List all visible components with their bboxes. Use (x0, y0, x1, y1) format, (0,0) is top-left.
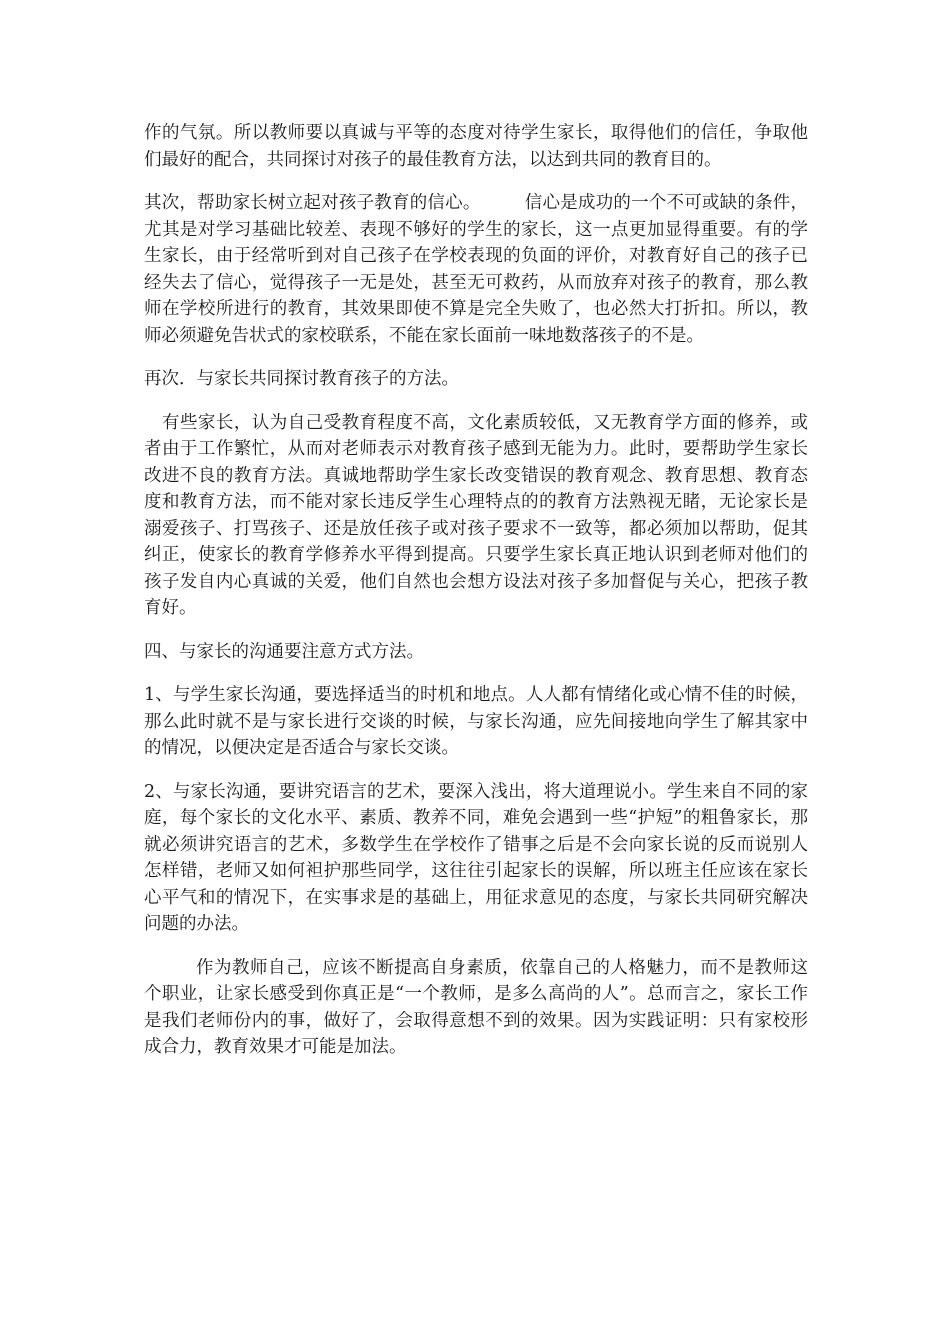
paragraph-conclusion: 作为教师自己，应该不断提高自身素质，依靠自己的人格魅力，而不是教师这个职业，让家长感受到你真正是“一个教师，是多么高尚的人”。总而言之，家长工作是我们老师份内的事，做好了，会取得意想不到的效果。因为实践证明：只有家校形成合力，教育效果才可能是加法。 (144, 957, 808, 1057)
section-heading-four: 四、与家长的沟通要注意方式方法。 (144, 641, 424, 662)
paragraph-third-point-body: 有些家长，认为自己受教育程度不高，文化素质较低，又无教育学方面的修养，或者由于工作繁忙，从而对老师表示对教育孩子感到无能为力。此时，要帮助学生家长改进不良的教育方法。真诚地帮助学生家长改变错误的教育观念、教育思想、教育态度和教育方法，而不能对家长违反学生心理特点的的教育方法熟视无睹，无论家长是溺爱孩子、打骂孩子、还是放任孩子或对孩子要求不一致等，都必须加以帮助，促其纠正，使家长的教育学修养水平得到提高。只要学生家长真正地认识到老师对他们的孩子发自内心真诚的关爱，他们自然也会想方设法对孩子多加督促与关心，把孩子教育好。 (144, 412, 808, 618)
paragraph-continuation: 作的气氛。所以教师要以真诚与平等的态度对待学生家长，取得他们的信任，争取他们最好的配合，共同探讨对孩子的最佳教育方法，以达到共同的教育目的。 (144, 123, 808, 170)
paragraph-item-1: 1、与学生家长沟通，要选择适当的时机和地点。人人都有情绪化或心情不佳的时候，那么此时就不是与家长进行交谈的时候，与家长沟通，应先间接地向学生了解其家中的情况，以便决定是否适合与家长交谈。 (144, 685, 808, 758)
paragraph-second-point (144, 190, 808, 349)
paragraph-item-2: 2、与家长沟通，要讲究语言的艺术，要深入浅出，将大道理说小。学生来自不同的家庭，每个家长的文化水平、素质、教养不同，难免会遇到一些“护短”的粗鲁家长，那就必须讲究语言的艺术，多数学生在学校作了错事之后是不会向家长说的反而说别人怎样错，老师又如何袒护那些同学，这往往引起家长的误解，所以班主任应该在家长心平气和的情况下，在实事求是的基础上，用征求意见的态度，与家长共同研究解决问题的办法。 (144, 781, 808, 934)
paragraph-body: 信心是成功的一个不可或缺的条件，尤其是对学习基础比较差、表现不够好的学生的家长，这一点更加显得重要。有的学生家长，由于经常听到对自己孩子在学校表现的负面的评价，对教育好自己的孩子已经失去了信心，觉得孩子一无是处，甚至无可救药，从而放弃对孩子的教育，那么教师在学校所进行的教育，其效果即使不算是完全失败了，也必然大打折扣。所以，教师必须避免告状式的家校联系，不能在家长面前一味地数落孩子的不是。 (144, 193, 809, 346)
paragraph-third-point-heading: 再次．与家长共同探讨教育孩子的方法。 (144, 369, 459, 389)
document-body (144, 120, 808, 1078)
paragraph-lead: 其次，帮助家长树立起对孩子教育的信心。 (144, 193, 481, 213)
